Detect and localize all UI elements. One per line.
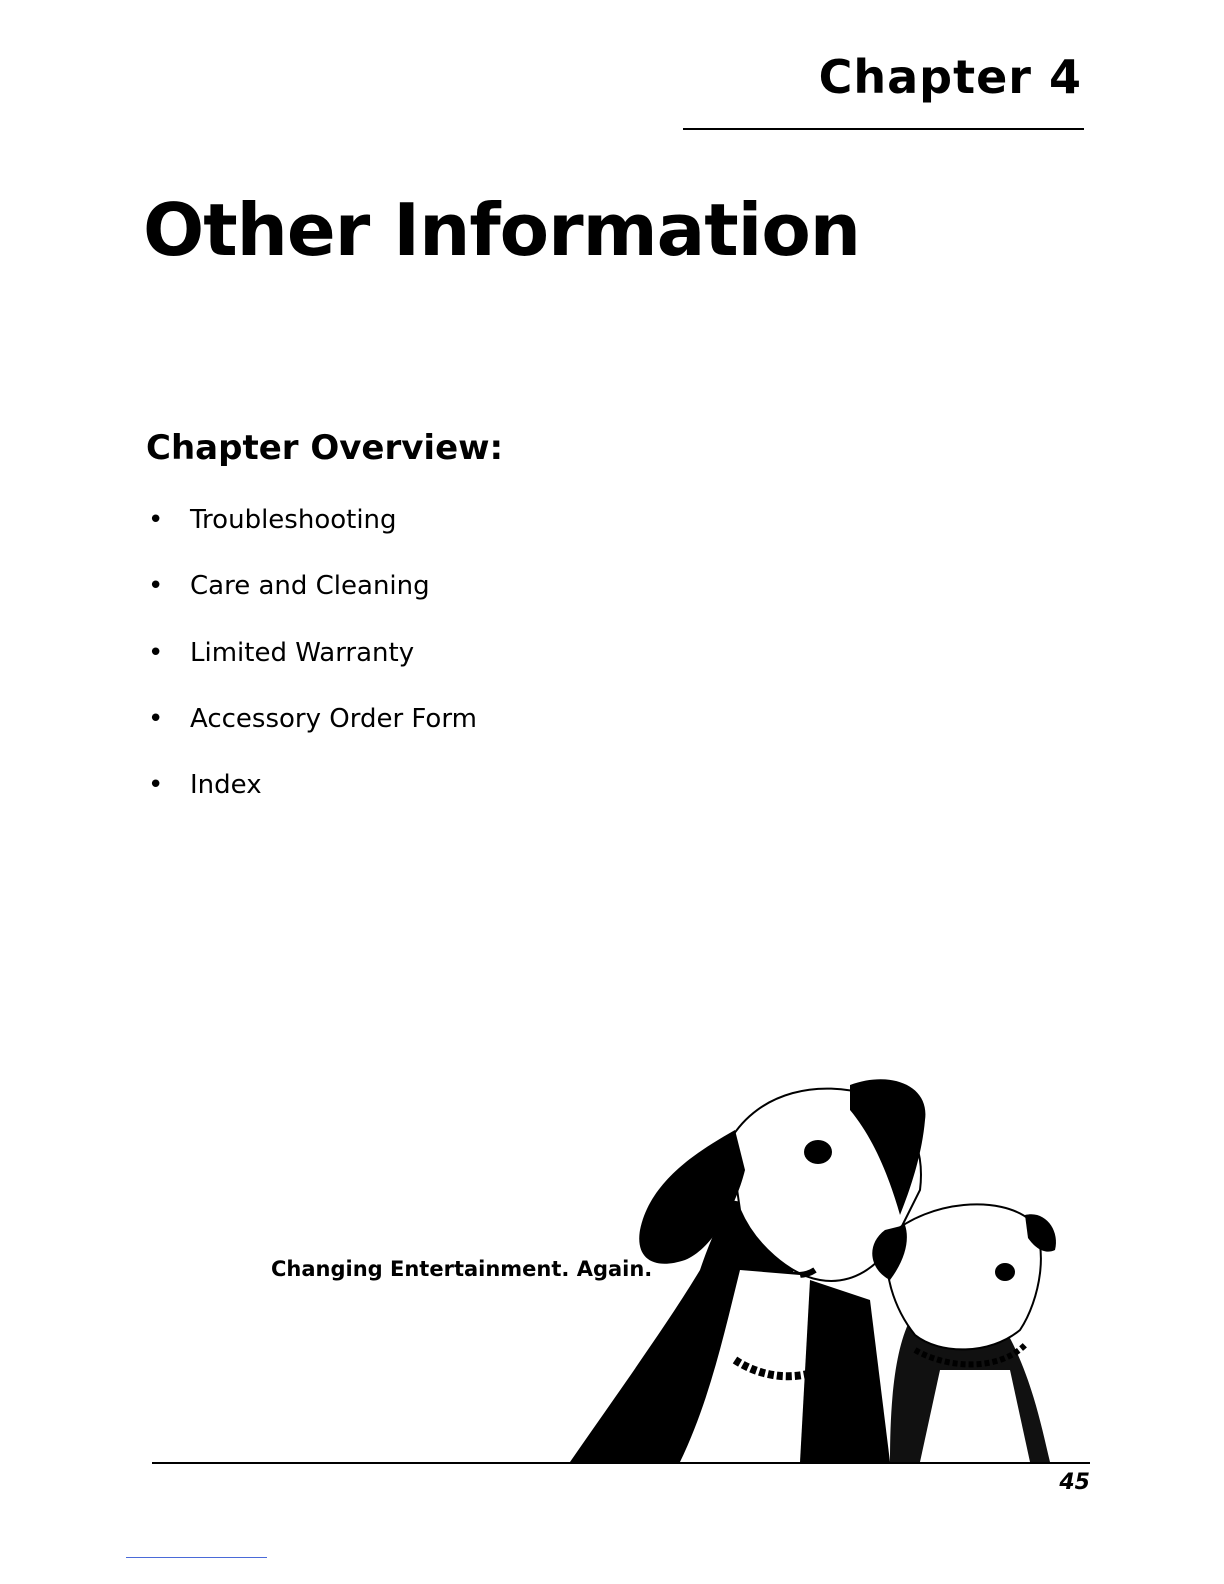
list-item-label: Limited Warranty [190, 637, 415, 668]
list-item [146, 566, 477, 632]
tagline: Changing Entertainment. Again. [271, 1257, 653, 1281]
list-item [146, 765, 477, 831]
bullet-icon: • [148, 505, 164, 535]
footer-divider [152, 1462, 1090, 1464]
list-item-label: Accessory Order Form [190, 703, 477, 734]
corner-mark [126, 1557, 267, 1558]
list-item [146, 633, 477, 699]
bullet-icon: • [148, 637, 164, 668]
bullet-icon: • [148, 571, 164, 602]
list-item [146, 500, 477, 566]
list-item-label: Troubleshooting [190, 505, 397, 535]
page-number: 45 [1059, 1470, 1090, 1495]
overview-heading: Chapter Overview: [146, 428, 504, 468]
list-item [146, 699, 477, 765]
list-item-label: Care and Cleaning [190, 571, 430, 602]
chapter-label: Chapter 4 [818, 50, 1082, 104]
chapter-divider [683, 128, 1084, 130]
small-dog [872, 1204, 1056, 1462]
overview-list [146, 500, 477, 831]
page-title: Other Information [143, 188, 861, 272]
bullet-icon: • [148, 770, 164, 801]
bullet-icon: • [148, 703, 164, 734]
list-item-label: Index [190, 770, 262, 801]
